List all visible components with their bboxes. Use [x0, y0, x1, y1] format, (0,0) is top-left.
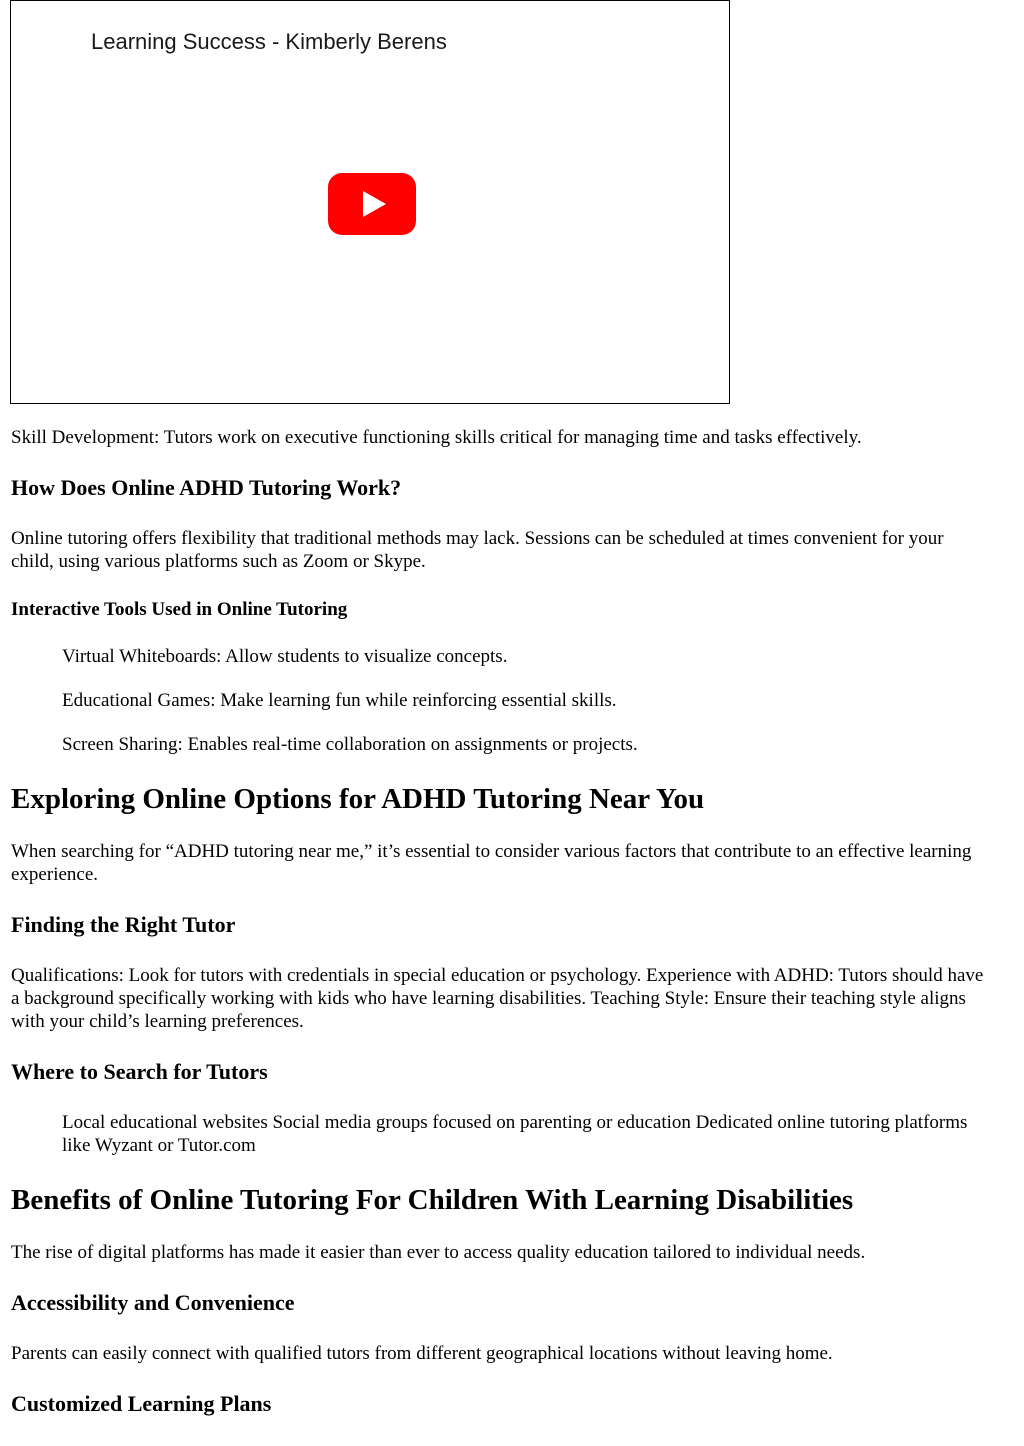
heading-customized-plans: Customized Learning Plans: [11, 1391, 272, 1416]
paragraph-qualifications: Qualifications: Look for tutors with credentials in special education or psychology. Experience with ADHD: Tutors should have a background specifically working with kids who have learning disabilities. Teaching Style: Ensure their teaching style aligns with your child’s learning preferences.: [11, 965, 984, 1032]
heading-how-online-tutoring-works: How Does Online ADHD Tutoring Work?: [11, 475, 402, 500]
list-item: Screen Sharing: Enables real-time collaboration on assignments or projects.: [62, 734, 638, 755]
heading-where-to-search: Where to Search for Tutors: [11, 1059, 268, 1084]
heading-benefits: Benefits of Online Tutoring For Children With Learning Disabilities: [11, 1184, 854, 1216]
tools-list: [62, 645, 991, 756]
heading-exploring-online-options: Exploring Online Options for ADHD Tutoring Near You: [11, 783, 705, 815]
paragraph-parents-connect: Parents can easily connect with qualified tutors from different geographical locations without leaving home.: [11, 1343, 833, 1364]
paragraph-digital-platforms: The rise of digital platforms has made it easier than ever to access quality education tailored to individual needs.: [11, 1242, 866, 1263]
paragraph-searching: When searching for “ADHD tutoring near me,” it’s essential to consider various factors that contribute to an effective learning experience.: [11, 841, 972, 885]
heading-finding-right-tutor: Finding the Right Tutor: [11, 912, 236, 937]
video-title[interactable]: Learning Success - Kimberly Berens: [91, 29, 447, 54]
video-embed[interactable]: [10, 0, 730, 404]
paragraph-skill-development: Skill Development: Tutors work on executive functioning skills critical for managing time and tasks effectively.: [11, 427, 862, 448]
article-body: [11, 426, 991, 1443]
heading-accessibility: Accessibility and Convenience: [11, 1290, 295, 1315]
play-button-graphic: [328, 173, 416, 235]
youtube-play-icon[interactable]: [328, 173, 416, 235]
list-item: Educational Games: Make learning fun while reinforcing essential skills.: [62, 690, 617, 711]
heading-interactive-tools: Interactive Tools Used in Online Tutoring: [11, 599, 348, 620]
list-item: Virtual Whiteboards: Allow students to visualize concepts.: [62, 646, 508, 667]
paragraph-search-sources: Local educational websites Social media groups focused on parenting or education Dedicated online tutoring platforms like Wyzant or Tutor.com: [62, 1112, 968, 1156]
paragraph-flexibility: Online tutoring offers flexibility that traditional methods may lack. Sessions can be scheduled at times convenient for your child, using various platforms such as Zoom or Skype.: [11, 528, 944, 572]
